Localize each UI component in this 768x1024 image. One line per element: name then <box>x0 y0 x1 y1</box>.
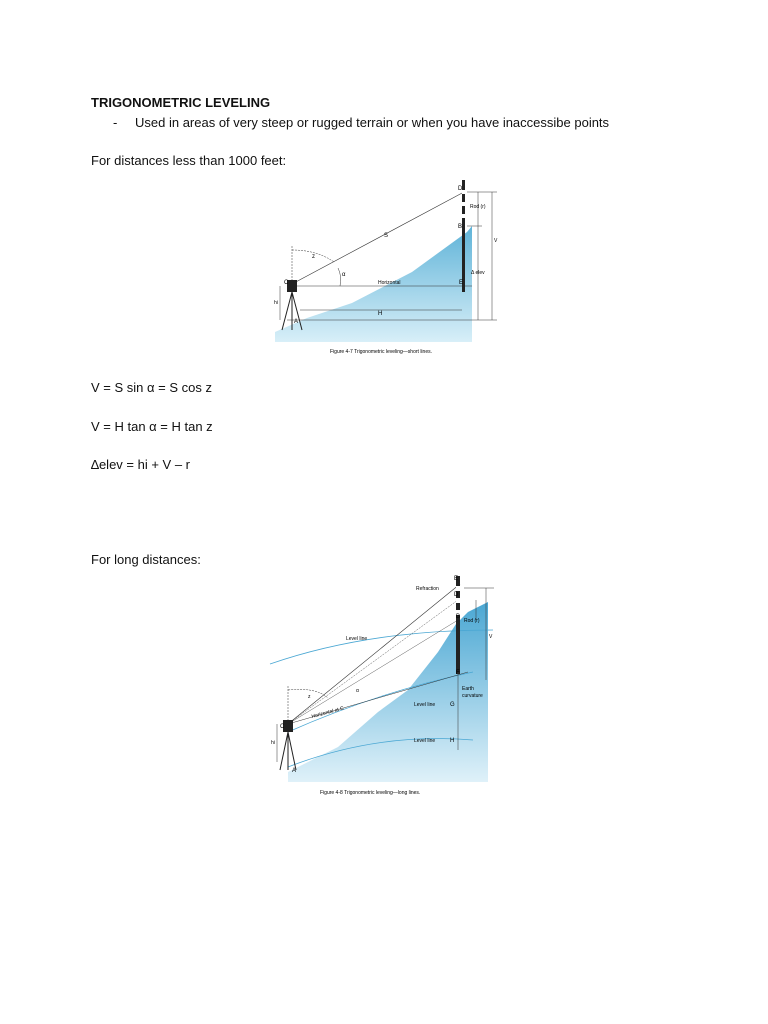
bullet-dash: - <box>113 115 118 130</box>
label-v: V <box>494 238 498 244</box>
figure2-caption: Figure 4-8 Trigonometric leveling—long lines. <box>320 790 421 796</box>
label-h: H <box>450 738 455 744</box>
label-horizontal-c: Horizontal at C <box>310 705 345 720</box>
label-d: D <box>454 592 459 598</box>
label-refraction: Refraction <box>416 586 439 592</box>
label-d: D <box>458 186 463 192</box>
label-b: B <box>456 614 461 620</box>
label-f: F <box>456 670 460 676</box>
label-delev: Δ elev <box>471 270 485 276</box>
label-v: V <box>489 634 493 640</box>
equation-1: V = S sin α = S cos z <box>91 380 212 395</box>
label-c: C <box>284 280 289 286</box>
label-a: A <box>294 319 299 325</box>
label-s: S <box>384 233 389 239</box>
label-a: A <box>292 768 297 774</box>
label-alpha: α <box>356 688 359 694</box>
label-horizontal: Horizontal <box>378 280 401 286</box>
figure-long-lines <box>268 572 500 802</box>
terrain <box>275 226 472 342</box>
label-z: z <box>312 254 315 260</box>
figure1-caption: Figure 4-7 Trigonometric leveling—short lines. <box>330 349 432 355</box>
bullet-text: Used in areas of very steep or rugged terrain or when you have inaccessibe points <box>135 115 610 130</box>
label-z: z <box>308 694 311 700</box>
label-g: G <box>450 702 455 708</box>
label-e: E <box>459 280 464 286</box>
label-e: E <box>454 576 459 582</box>
equation-3: ∆elev = hi + V – r <box>91 457 191 472</box>
label-rod: Rod (r) <box>464 618 480 624</box>
rod <box>462 180 465 292</box>
label-level-line-top: Level line <box>346 636 368 642</box>
label-b: B <box>458 224 463 230</box>
page-title: TRIGONOMETRIC LEVELING <box>91 95 271 110</box>
label-level-line-low: Level line <box>414 738 436 744</box>
label-level-line-mid: Level line <box>414 702 436 708</box>
label-earth: Earth <box>462 686 474 692</box>
label-h: H <box>378 311 383 317</box>
label-hi: hi <box>274 300 278 306</box>
label-curvature: curvature <box>462 693 483 699</box>
label-alpha: α <box>342 272 346 278</box>
section-short-distances: For distances less than 1000 feet: <box>91 153 287 168</box>
label-rod: Rod (r) <box>470 204 486 210</box>
equation-2: V = H tan α = H tan z <box>91 419 213 434</box>
figure-short-lines <box>272 180 502 360</box>
section-long-distances: For long distances: <box>91 552 201 567</box>
label-c: C <box>280 724 285 730</box>
label-hi: hi <box>271 740 275 746</box>
